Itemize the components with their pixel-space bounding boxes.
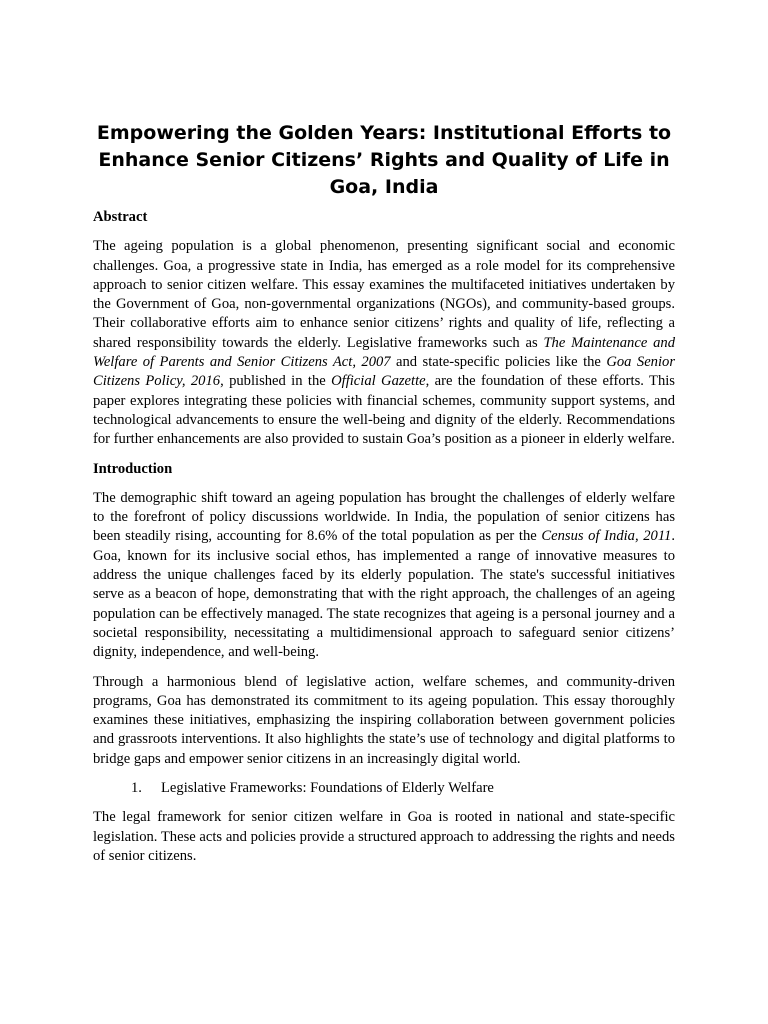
paper-title: Empowering the Golden Years: Institutional Efforts to Enhance Senior Citizens’ Rights and Quality of Life in Goa, India (96, 122, 672, 198)
section-1-number: 1. (131, 780, 142, 797)
introduction-paragraph-2: Through a harmonious blend of legislative action, welfare schemes, and community-driven programs, Goa has demonstrated its commitment to its ageing population. This essay thoroughly examines these initiatives, emphasizing the inspiring collaboration between government policies and grassroots interventions. It also highlights the state’s use of technology and digital platforms to bridge gaps and empower senior citizens in an increasingly digital world. (93, 673, 675, 767)
abstract-text-3: , published in the (220, 373, 332, 390)
abstract-heading: Abstract (93, 209, 148, 225)
gazette-title: Official Gazette (331, 373, 426, 390)
act-title: The Maintenance and Welfare of Parents and Senior Citizens Act, 2007 (93, 334, 675, 371)
intro-text-2: . Goa, known for its inclusive social ethos, has implemented a range of innovative measures to address the unique challenges faced by its elderly population. The state's successful initiatives serve as a beacon of hope, demonstrating that with the right approach, the challenges of an ageing population can be effectively managed. The state recognizes that ageing is a personal journey and a societal responsibility, necessitating a multidimensional approach to safeguard senior citizens’ dignity, independence, and well-being. (93, 528, 675, 661)
introduction-heading: Introduction (93, 460, 173, 477)
introduction-paragraph-1 (93, 489, 675, 663)
census-title: Census of India, 2011 (541, 528, 672, 545)
abstract-text-4: , are the foundation of these efforts. This paper explores integrating these policies with financial schemes, community support systems, and technological advancements to ensure the well-being and dignity of the elderly. Recommendations for further enhancements are also provided to sustain Goa’s position as a pioneer in elderly welfare. (93, 373, 675, 448)
intro-text-1: The demographic shift toward an ageing population has brought the challenges of elderly welfare to the forefront of policy discussions worldwide. In India, the population of senior citizens has been steadily rising, accounting for 8.6% of the total population as per the (93, 489, 675, 545)
section-1-heading (93, 779, 675, 798)
section-1-title: Legislative Frameworks: Foundations of Elderly Welfare (161, 780, 494, 797)
abstract-paragraph (93, 237, 675, 449)
abstract-text-2: and state-specific policies like the (390, 354, 607, 371)
policy-title: Goa Senior Citizens Policy, 2016 (93, 354, 676, 390)
paper-body (93, 208, 675, 866)
section-1-paragraph-1: The legal framework for senior citizen welfare in Goa is rooted in national and state-specific legislation. These acts and policies provide a structured approach to addressing the rights and needs of senior citizens. (93, 809, 675, 864)
abstract-text-1: The ageing population is a global phenomenon, presenting significant social and economic challenges. Goa, a progressive state in India, has emerged as a role model for its comprehensive approach to senior citizen welfare. This essay examines the multifaceted initiatives undertaken by the Government of Goa, non-governmental organizations (NGOs), and community-based groups. Their collaborative efforts aim to enhance senior citizens’ rights and quality of life, reflecting a shared responsibility towards the elderly. Legislative frameworks such as (93, 238, 675, 351)
